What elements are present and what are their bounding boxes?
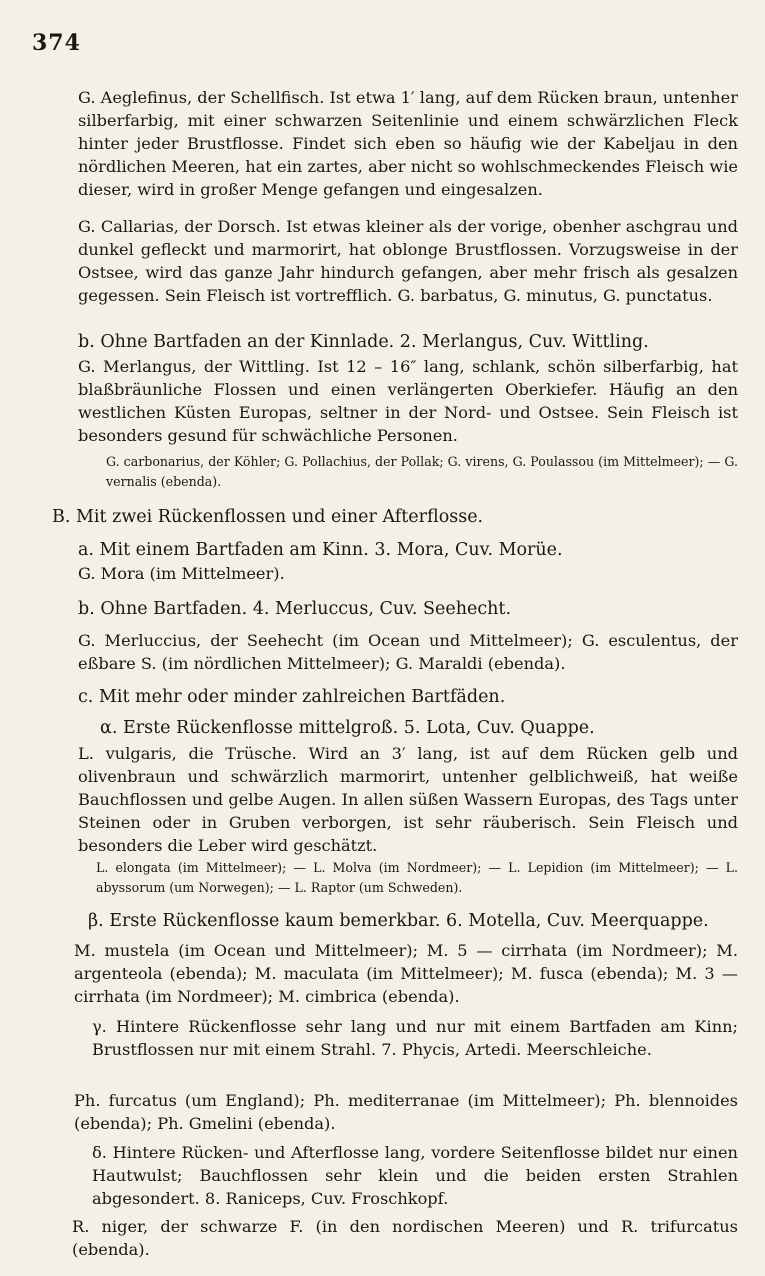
species-list-carbonarius: G. carbonarius, der Köhler; G. Pollachius, der Pollak; G. virens, G. Poulassou (im Mittelmeer); — G. vernalis (ebenda). — [106, 454, 738, 489]
paragraph-vulgaris: L. vulgaris, die Trüsche. Wird an 3′ lang, ist auf dem Rücken gelb und olivenbraun und schwärzlich marmorirt, untenher gelblichweiß, hat weiße Bauchflossen und gelbe Augen. In allen süßen Wassern Europas, des Tags unter Steinen oder in Gruben verborgen, ist sehr räuberisch. Sein Fleisch und besonders die Leber wird geschätzt. — [78, 744, 738, 855]
section-heading-alpha: α. Erste Rückenflosse mittelgroß. 5. Lota, Cuv. Quappe. — [100, 718, 595, 738]
paragraph-merlangus: G. Merlangus, der Wittling. Ist 12 – 16″ lang, schlank, schön silberfarbig, hat blaßbräunliche Flossen und einen verlängerten Oberkiefer. Häufig an den westlichen Küsten Europas, seltner in der Nord- und Ostsee. Sein Fleisch ist besonders gesund für schwächliche Personen. — [78, 357, 738, 445]
section-heading-c: c. Mit mehr oder minder zahlreichen Bartfäden. — [78, 687, 506, 707]
section-heading-b2: b. Ohne Bartfaden. 4. Merluccus, Cuv. Seehecht. — [78, 599, 512, 619]
section-heading-b: b. Ohne Bartfaden an der Kinnlade. 2. Merlangus, Cuv. Wittling. — [78, 332, 649, 352]
paragraph-niger: R. niger, der schwarze F. (in den nordischen Meeren) und R. trifurcatus (ebenda). — [72, 1217, 738, 1259]
page-number: 374 — [32, 30, 81, 56]
section-heading-a: a. Mit einem Bartfaden am Kinn. 3. Mora, Cuv. Morüe. — [78, 540, 563, 560]
species-list-elongata: L. elongata (im Mittelmeer); — L. Molva (im Nordmeer); — L. Lepidion (im Mittelmeer); — L. abyssorum (um Norwegen); — L. Raptor (um Schweden). — [96, 860, 738, 895]
paragraph-furcatus: Ph. furcatus (um England); Ph. mediterranae (im Mittelmeer); Ph. blennoides (ebenda); Ph. Gmelini (ebenda). — [74, 1091, 738, 1133]
paragraph-callarias: G. Callarias, der Dorsch. Ist etwas kleiner als der vorige, obenher aschgrau und dunkel gefleckt und marmorirt, hat oblonge Brustflossen. Vorzugsweise in der Ostsee, wird das ganze Jahr hindurch gefangen, aber mehr frisch als gesalzen gegessen. Sein Fleisch ist vortrefflich. G. barbatus, G. minutus, G. punctatus. — [78, 217, 738, 305]
section-heading-gamma: γ. Hintere Rückenflosse sehr lang und nur mit einem Bartfaden am Kinn; Brustflossen nur mit einem Strahl. 7. Phycis, Artedi. Meerschleiche. — [92, 1017, 738, 1059]
section-heading-B: B. Mit zwei Rückenflossen und einer Afterflosse. — [52, 507, 484, 527]
paragraph-merluccius: G. Merluccius, der Seehecht (im Ocean und Mittelmeer); G. esculentus, der eßbare S. (im nördlichen Mittelmeer); G. Maraldi (ebenda). — [78, 631, 738, 673]
paragraph-aeglefinus: G. Aeglefinus, der Schellfisch. Ist etwa 1′ lang, auf dem Rücken braun, untenher silberfarbig, mit einer schwarzen Seitenlinie und einem schwärzlichen Fleck hinter jeder Brustflosse. Findet sich eben so häufig wie der Kabeljau in den nördlichen Meeren, hat ein zartes, aber nicht so wohlschmeckendes Fleisch wie dieser, wird in großer Menge gefangen und eingesalzen. — [78, 88, 738, 199]
section-heading-delta: δ. Hintere Rücken- und Afterflosse lang, vordere Seitenflosse bildet nur einen Hautwulst; Bauchflossen sehr klein und die beiden ersten Strahlen abgesondert. 8. Raniceps, Cuv. Froschkopf. — [92, 1143, 738, 1208]
paragraph-mustela: M. mustela (im Ocean und Mittelmeer); M. 5 — cirrhata (im Nordmeer); M. argenteola (ebenda); M. maculata (im Mittelmeer); M. fusca (ebenda); M. 3 — cirrhata (im Nordmeer); M. cimbrica (ebenda). — [74, 941, 738, 1006]
section-heading-beta: β. Erste Rückenflosse kaum bemerkbar. 6. Motella, Cuv. Meerquappe. — [88, 911, 709, 931]
paragraph-mora: G. Mora (im Mittelmeer). — [78, 564, 285, 583]
